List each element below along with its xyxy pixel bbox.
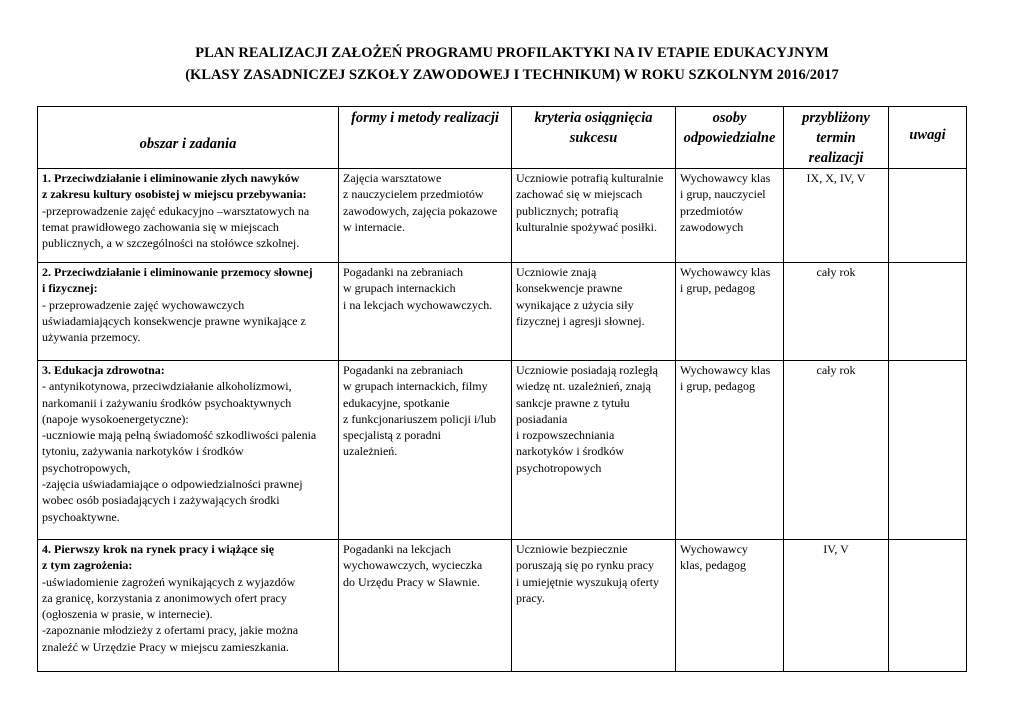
criteria-line: kulturalnie spożywać posiłki. [516,219,657,234]
area-body-line: temat prawidłowego zachowania się w miejscach [42,219,279,234]
title-line-1: PLAN REALIZACJI ZAŁOŻEŃ PROGRAMU PROFILAKTYKI NA IV ETAPIE EDUKACYJNYM [195,45,829,61]
persons-line: klas, pedagog [680,558,746,573]
persons-line: Wychowawcy klas [680,171,771,185]
cell-term: IX, X, IV, V [784,169,889,263]
area-body-line: (napoje wysokoenergetyczne): [42,411,189,426]
area-body-line: publicznych, a w szczególności na stołówce szkolnej. [42,236,300,251]
cell-criteria [512,361,676,540]
area-body-line: narkomanii i zażywaniu środków psychoaktywnych [42,395,292,410]
cell-forms [339,263,512,361]
header-area: obszar i zadania [38,107,339,169]
forms-line: uzależnień. [343,444,398,459]
forms-line: zawodowych, zajęcia pokazowe [343,203,498,218]
forms-line: w grupach internackich [343,281,456,296]
cell-persons [676,263,784,361]
area-body-line: -uświadomienie zagrożeń wynikających z wyjazdów [42,574,296,589]
cell-forms [339,361,512,540]
persons-line: przedmiotów [680,203,744,218]
criteria-line: i rozpowszechniania [516,428,615,443]
cell-persons [676,169,784,263]
forms-line: Pogadanki na zebraniach [343,363,463,377]
header-term: przybliżony termin realizacji [784,107,889,169]
area-body-line: znaleźć w Urzędzie Pracy w miejscu zamieszkania. [42,639,289,654]
forms-line: w grupach internackich, filmy [343,379,488,394]
criteria-line: fizycznej i agresji słownej. [516,313,645,328]
criteria-line: Uczniowie znają [516,265,597,279]
table-row [38,263,967,361]
criteria-line: Uczniowie posiadają rozległą [516,363,658,377]
criteria-line: poruszają się po rynku pracy [516,558,654,573]
area-body-line: -zapoznanie młodzieży z ofertami pracy, jakie można [42,623,299,638]
header-persons: osoby odpowiedzialne [676,107,784,169]
forms-line: Zajęcia warsztatowe [343,171,442,185]
cell-remarks [889,361,967,540]
cell-term: cały rok [784,361,889,540]
cell-forms [339,540,512,672]
cell-remarks [889,263,967,361]
area-title-line: z tym zagrożenia: [42,558,133,573]
cell-area [38,169,339,263]
forms-line: i na lekcjach wychowawczych. [343,297,493,312]
document-title [0,42,1024,86]
table-row [38,169,967,263]
persons-line: Wychowawcy klas [680,265,771,279]
area-body-line: - antynikotynowa, przeciwdziałanie alkoholizmowi, [42,379,292,394]
cell-forms [339,169,512,263]
persons-line: Wychowawcy klas [680,363,771,377]
header-forms: formy i metody realizacji [339,107,512,169]
area-body-line: psychotropowych, [42,460,131,475]
forms-line: Pogadanki na lekcjach [343,542,451,556]
area-title-line: 1. Przeciwdziałanie i eliminowanie złych nawyków [42,171,300,185]
forms-line: edukacyjne, spotkanie [343,395,450,410]
plan-table [37,106,967,672]
area-title-line: 4. Pierwszy krok na rynek pracy i wiążące się [42,542,275,556]
area-body-line: psychoaktywne. [42,509,120,524]
area-body-line: tytoniu, zażywania narkotyków i środków [42,444,244,459]
cell-criteria [512,540,676,672]
header-remarks: uwagi [889,107,967,169]
area-title-line: 2. Przeciwdziałanie i eliminowanie przemocy słownej [42,265,313,279]
criteria-line: Uczniowie bezpiecznie [516,542,628,556]
area-title-line: 3. Edukacja zdrowotna: [42,363,165,377]
forms-line: Pogadanki na zebraniach [343,265,463,279]
table-row [38,540,967,672]
table-row [38,361,967,540]
cell-term: cały rok [784,263,889,361]
forms-line: z funkcjonariuszem policji i/lub [343,411,496,426]
forms-line: w internacie. [343,219,405,234]
cell-criteria [512,169,676,263]
header-criteria: kryteria osiągnięcia sukcesu [512,107,676,169]
cell-area [38,361,339,540]
criteria-line: sankcje prawne z tytułu [516,395,630,410]
persons-line: i grup, pedagog [680,281,755,296]
criteria-line: zachować się w miejscach [516,187,643,202]
cell-criteria [512,263,676,361]
cell-persons [676,540,784,672]
cell-remarks [889,540,967,672]
persons-line: i grup, nauczyciel [680,187,766,202]
criteria-line: i umiejętnie wyszukują oferty [516,574,659,589]
area-body-line: -przeprowadzenie zajęć edukacyjno –warsztatowych na [42,203,310,218]
criteria-line: posiadania [516,411,568,426]
area-body-line: za granicę, korzystania z anonimowych ofert pracy [42,590,287,605]
header-row [38,107,967,169]
area-title-line: i fizycznej: [42,281,98,296]
cell-persons [676,361,784,540]
area-body-line: uświadamiających konsekwencje prawne wynikające z [42,313,306,328]
cell-area [38,263,339,361]
criteria-line: psychotropowych [516,460,602,475]
persons-line: i grup, pedagog [680,379,755,394]
area-title-line: z zakresu kultury osobistej w miejscu przebywania: [42,187,307,202]
area-body-line: - przeprowadzenie zajęć wychowawczych [42,297,245,312]
forms-line: specjalistą z poradni [343,428,441,443]
title-line-2: (KLASY ZASADNICZEJ SZKOŁY ZAWODOWEJ I TECHNIKUM) W ROKU SZKOLNYM 2016/2017 [185,67,839,83]
area-body-line: -zajęcia uświadamiające o odpowiedzialności prawnej [42,477,303,492]
area-body-line: (ogłoszenia w prasie, w internecie). [42,607,213,622]
cell-term: IV, V [784,540,889,672]
criteria-line: narkotyków i środków [516,444,624,459]
area-body-line: wobec osób posiadających i zażywających środki [42,493,280,508]
area-body-line: używania przemocy. [42,330,141,345]
criteria-line: konsekwencje prawne [516,281,623,296]
criteria-line: wiedzę nt. uzależnień, znają [516,379,651,394]
persons-line: Wychowawcy [680,542,748,556]
cell-area [38,540,339,672]
criteria-line: pracy. [516,590,545,605]
forms-line: wychowawczych, wycieczka [343,558,483,573]
persons-line: zawodowych [680,219,744,234]
area-body-line: -uczniowie mają pełną świadomość szkodliwości palenia [42,428,317,443]
cell-remarks [889,169,967,263]
criteria-line: wynikające z użycia siły [516,297,634,312]
criteria-line: Uczniowie potrafią kulturalnie [516,171,664,185]
forms-line: z nauczycielem przedmiotów [343,187,484,202]
forms-line: do Urzędu Pracy w Sławnie. [343,574,480,589]
criteria-line: publicznych; potrafią [516,203,619,218]
